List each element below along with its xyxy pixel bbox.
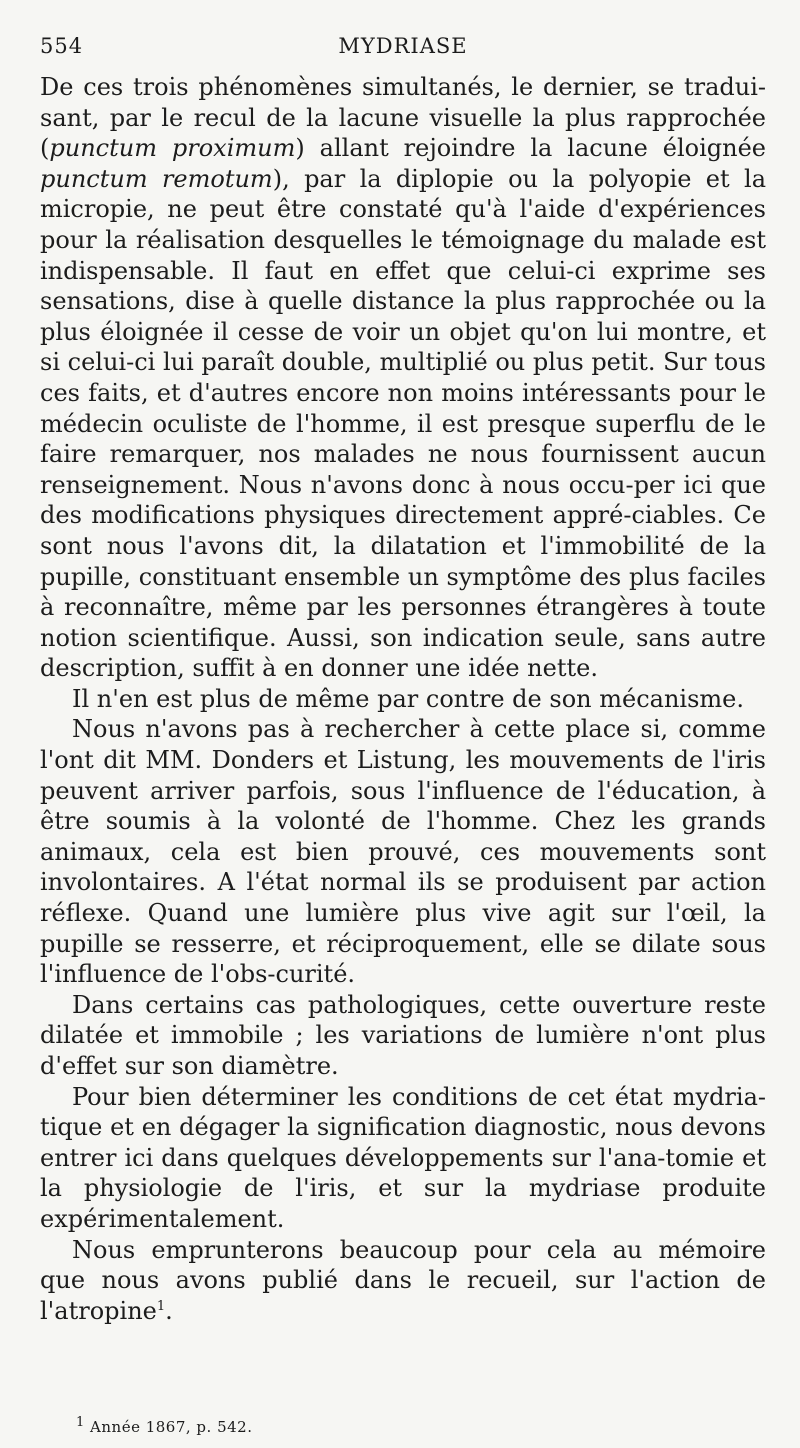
text-run: ) allant rejoindre la lacune éloignée [295,134,766,163]
footnote [76,1415,253,1436]
italic-term: punctum proximum [49,134,296,163]
paragraph-4: Dans certains cas pathologiques, cette ouverture reste dilatée et immobile ; les variations de lumière n'ont plus d'effet sur son diamètre. [40,990,766,1080]
text-run: ), par la diplopie ou la polyopie et la micropie, ne peut être constaté qu'à l'aide d'expériences pour la réalisation desquelles le témoignage du malade est indispensable. Il faut en effet que celui-ci exprime ses sensations, dise à quelle distance la plus rapprochée ou la plus éloignée il cesse de voir un objet qu'on lui montre, et si celui-ci lui paraît double, multiplié ou plus petit. Sur tous ces faits, et d'autres encore non moins intéressants pour le médecin oculiste de l'homme, il est presque superflu de le faire remarquer, nos malades ne nous fournissent aucun renseignement. Nous n'avons donc à nous occu-per ici que des modifications physiques directement appré-ciables. Ce sont nous l'avons dit, la dilatation et l'immobilité de la pupille, constituant ensemble un symptôme des plus faciles à reconnaître, même par les personnes étrangères à toute notion scientifique. Aussi, son indication seule, sans autre description, suffit à en donner une idée nette. [40,164,767,683]
paragraph-3: Nous n'avons pas à rechercher à cette place si, comme l'ont dit MM. Donders et Listung, les mouvements de l'iris peuvent arriver parfois, sous l'influence de l'éducation, à être soumis à la volonté de l'homme. Chez les grands animaux, cela est bien prouvé, ces mouvements sont involontaires. A l'état normal ils se produisent par action réflexe. Quand une lumière plus vive agit sur l'œil, la pupille se resserre, et réciproquement, elle se dilate sous l'influence de l'obs-curité. [40,715,766,989]
paragraph-2: Il n'en est plus de même par contre de son mécanisme. [72,684,744,713]
footnote-reference: 1 [156,1298,166,1314]
text-run: . [165,1296,173,1325]
page-number: 554 [40,34,84,58]
text-run: De ces trois phénomènes simultanés, le dernier, se tradui-sant, par le recul de la lacune visuelle la plus rapprochée ( [40,73,766,163]
italic-term: punctum remotum [40,164,273,193]
paragraph-6 [40,1235,766,1327]
footnote-text: Année 1867, p. 542. [84,1418,253,1436]
page-body [40,72,766,1326]
text-run: Nous emprunterons beaucoup pour cela au mémoire que nous avons publié dans le recueil, sur l'action de l'atropine [40,1235,766,1325]
page-header [40,30,766,64]
footnote-marker: 1 [76,1415,85,1430]
paragraph-1 [40,72,766,684]
running-title: MYDRIASE [338,34,468,58]
paragraph-5: Pour bien déterminer les conditions de cet état mydria-tique et en dégager la signification diagnostic, nous devons entrer ici dans quelques développements sur l'ana-tomie et la physiologie de l'iris, et sur la mydriase produite expérimentalement. [40,1082,766,1233]
